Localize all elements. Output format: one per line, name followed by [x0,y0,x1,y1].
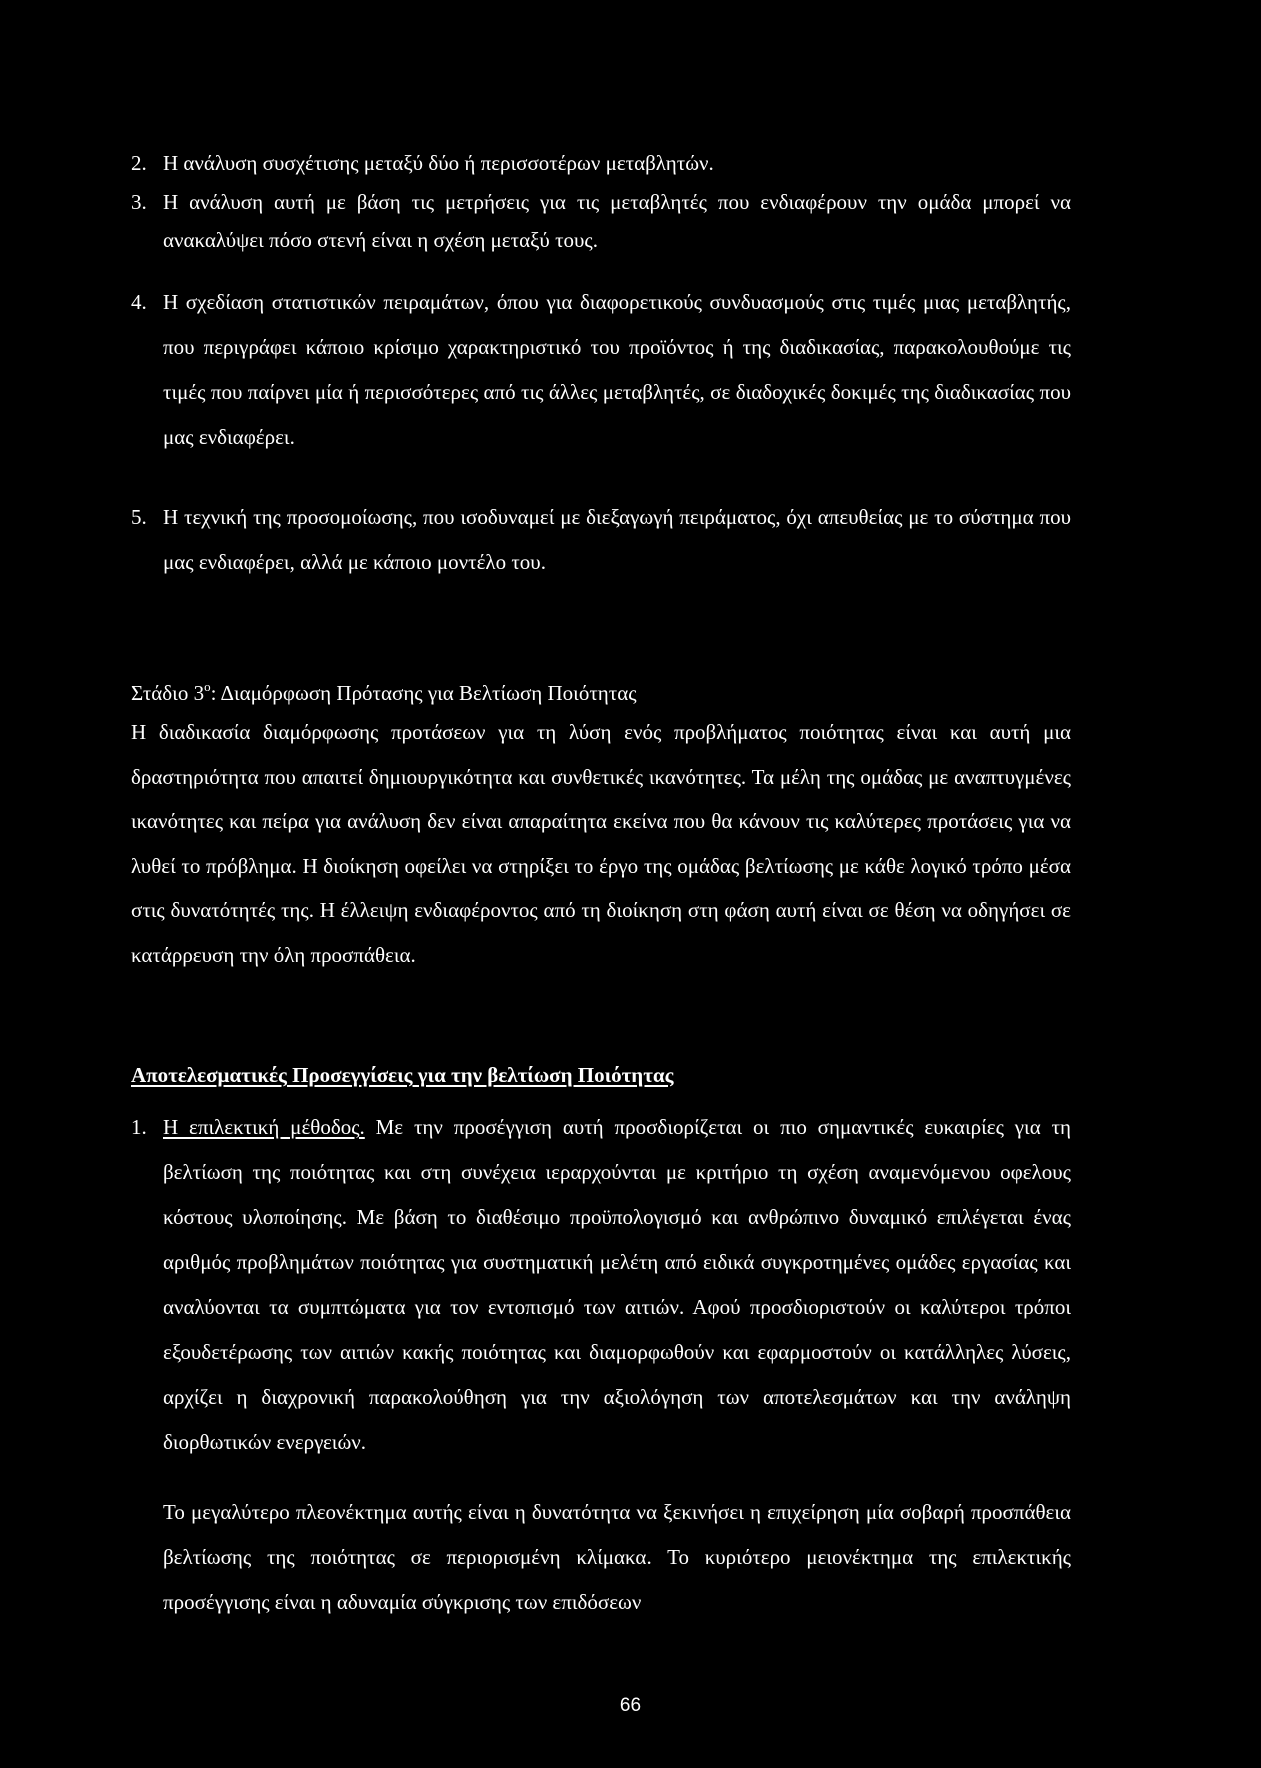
page-number: 66 [619,1695,642,1716]
list-item-text: Η τεχνική της προσομοίωσης, που ισοδυναμεί με διεξαγωγή πειράματος, όχι απευθείας με το σύστημα που μας ενδιαφέρει, αλλά με κάποιο μοντέλο του. [163,505,1071,574]
stage-paragraph: Η διαδικασία διαμόρφωσης προτάσεων για τη λύση ενός προβλήματος ποιότητας είναι και αυτή μια δραστηριότητα που απαιτεί δημιουργικότητα και συνθετικές ικανότητες. Τα μέλη της ομάδας με αναπτυγμένες ικανότητες και πείρα για ανάλυση δεν είναι απαραίτητα εκείνα που θα κάνουν τις καλύτερες προτάσεις για να λυθεί το πρόβλημα. Η διοίκηση οφείλει να στηρίξει το έργο της ομάδας βελτίωσης με κάθε λογικό τρόπο μέσα στις δυνατότητές της. Η έλλειψη ενδιαφέροντος από τη διοίκηση στη φάση αυτή είναι σε θέση να οδηγήσει σε κατάρρευση την όλη προσπάθεια. [131,720,1071,967]
stage-heading-prefix: Στάδιο 3 [131,681,205,705]
stage-heading-superscript: ο [204,679,211,694]
list-item [131,280,1071,460]
list-item-text: Η ανάλυση συσχέτισης μεταξύ δύο ή περισσοτέρων μεταβλητών. [163,151,714,175]
final-paragraph: Το μεγαλύτερο πλεονέκτημα αυτής είναι η δυνατότητα να ξεκινήσει η επιχείρηση μία σοβαρή προσπάθεια βελτίωσης της ποιότητας σε περιορισμένη κλίμακα. Το κυριότερο μειονέκτημα της επιλεκτικής προσέγγισης είναι η αδυναμία σύγκρισης των επιδόσεων [163,1500,1071,1614]
list-item-text: Η σχεδίαση στατιστικών πειραμάτων, όπου για διαφορετικούς συνδυασμούς στις τιμές μιας μεταβλητής, που περιγράφει κάποιο κρίσιμο χαρακτηριστικό του προϊόντος ή της διαδικασίας, παρακολουθούμε τις τιμές που παίρνει μία ή περισσότερες από τις άλλες μεταβλητές, σε διαδοχικές δοκιμές της διαδικασίας που μας ενδιαφέρει. [163,290,1071,449]
list-item [131,146,1071,180]
list-item [131,183,1071,259]
method-title: Η επιλεκτική μέθοδος. [163,1115,365,1139]
list-item [131,495,1071,585]
stage-heading-title: : Διαμόρφωση Πρότασης για Βελτίωση Ποιότητας [210,681,637,705]
approaches-heading: Αποτελεσματικές Προσεγγίσεις για την βελτίωση Ποιότητας [131,1063,674,1087]
list-item-number: 4. [131,290,147,314]
method-number: 1. [131,1115,147,1139]
list-item-text: Η ανάλυση αυτή με βάση τις μετρήσεις για τις μεταβλητές που ενδιαφέρουν την ομάδα μπορεί να ανακαλύψει πόσο στενή είναι η σχέση μεταξύ τους. [163,190,1071,252]
method-text: Με την προσέγγιση αυτή προσδιορίζεται οι πιο σημαντικές ευκαιρίες για τη βελτίωση της ποιότητας και στη συνέχεια ιεραρχούνται με κριτήριο τη σχέση αναμενόμενου οφελους κόστους υλοποίησης. Με βάση το διαθέσιμο προϋπολογισμό και ανθρώπινο δυναμικό επιλέγεται ένας αριθμός προβλημάτων ποιότητας για συστηματική μελέτη από ειδικά συγκροτημένες ομάδες εργασίας και αναλύονται τα συμπτώματα για τον εντοπισμό των αιτιών. Αφού προσδιοριστούν οι καλύτεροι τρόποι εξουδετέρωσης των αιτιών κακής ποιότητας και διαμορφωθούν και εφαρμοστούν οι κατάλληλες λύσεις, αρχίζει η διαχρονική παρακολούθηση για την αξιολόγηση των αποτελεσμάτων και την ανάληψη διορθωτικών ενεργειών. [163,1115,1071,1454]
method-list-item [131,1105,1071,1465]
list-item-number: 3. [131,190,147,214]
list-item-number: 5. [131,505,147,529]
list-item-number: 2. [131,151,147,175]
stage-heading [131,670,1071,710]
